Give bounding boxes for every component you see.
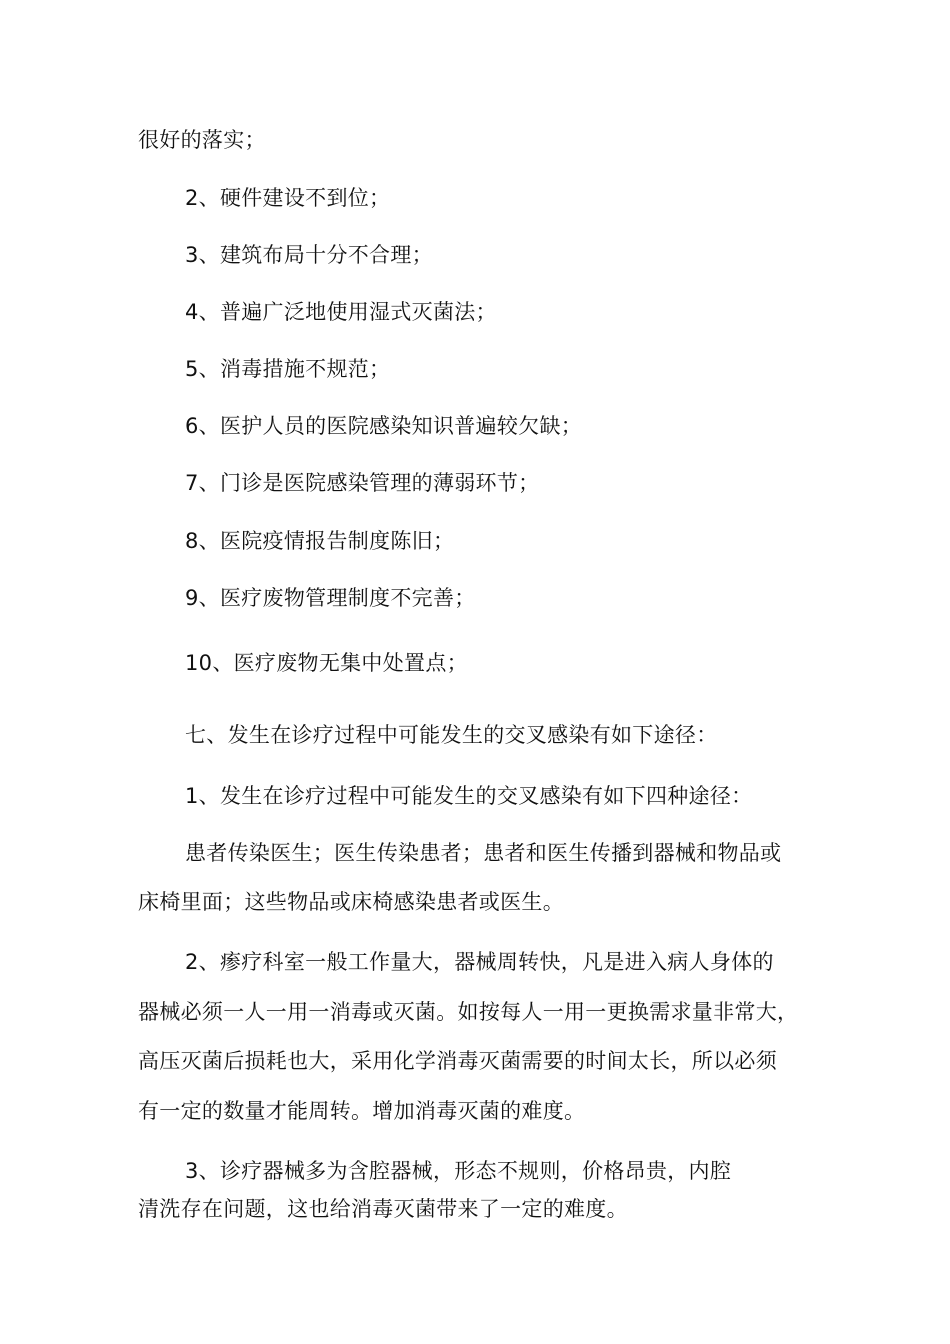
list-item: 1、发生在诊疗过程中可能发生的交叉感染有如下四种途径：	[185, 784, 753, 808]
list-item: 2、硬件建设不到位；	[185, 186, 391, 210]
paragraph-line: 有一定的数量才能周转。增加消毒灭菌的难度。	[138, 1099, 586, 1123]
list-item: 7、门诊是医院感染管理的薄弱环节；	[185, 471, 540, 495]
list-item: 8、医院疫情报告制度陈旧；	[185, 529, 455, 553]
list-item: 3、建筑布局十分不合理；	[185, 243, 433, 267]
paragraph-line: 患者传染医生；医生传染患者；患者和医生传播到器械和物品或	[185, 841, 782, 865]
paragraph-line: 清洗存在问题，这也给消毒灭菌带来了一定的难度。	[138, 1197, 628, 1221]
section-heading: 七、发生在诊疗过程中可能发生的交叉感染有如下途径：	[185, 723, 718, 747]
text-line: 很好的落实；	[138, 128, 266, 152]
list-item: 10、医疗废物无集中处置点；	[185, 651, 468, 675]
list-item: 4、普遍广泛地使用湿式灭菌法；	[185, 300, 497, 324]
list-item: 6、医护人员的医院感染知识普遍较欠缺；	[185, 414, 583, 438]
list-item: 9、医疗废物管理制度不完善；	[185, 586, 476, 610]
paragraph-line: 器械必须一人一用一消毒或灭菌。如按每人一用一更换需求量非常大，	[138, 1000, 799, 1024]
paragraph-line: 高压灭菌后损耗也大，采用化学消毒灭菌需要的时间太长，所以必须	[138, 1049, 777, 1073]
list-item: 5、消毒措施不规范；	[185, 357, 391, 381]
paragraph-line: 3、诊疗器械多为含腔器械，形态不规则，价格昂贵，内腔	[185, 1159, 732, 1183]
paragraph-line: 2、瘆疗科室一般工作量大，器械周转快，凡是进入病人身体的	[185, 950, 774, 974]
paragraph-line: 床椅里面；这些物品或床椅感染患者或医生。	[138, 890, 564, 914]
